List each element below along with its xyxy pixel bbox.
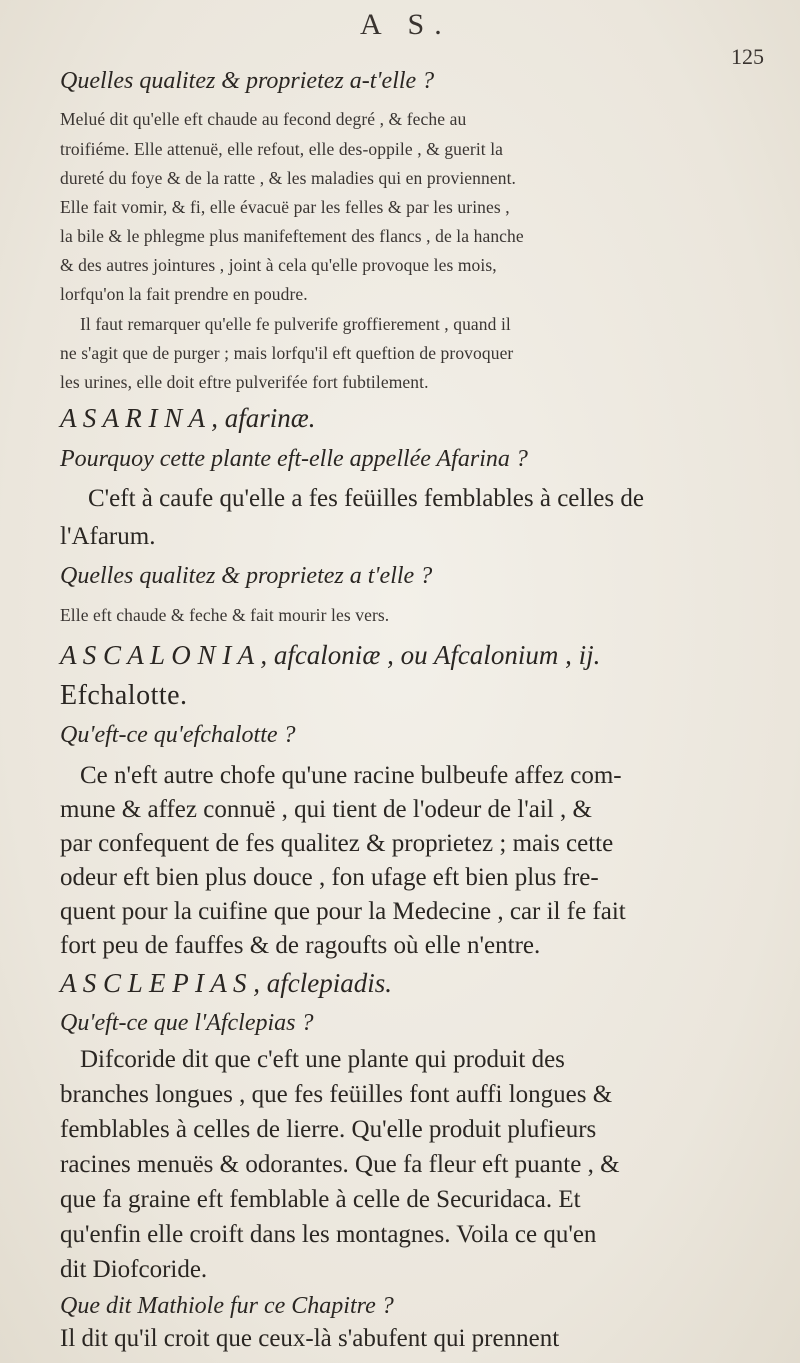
text-line: dureté du foye & de la ratte , & les maladies qui en proviennent. (60, 168, 517, 188)
text-line: lorfqu'on la fait prendre en poudre. (60, 284, 308, 304)
question-heading: Que dit Mathiole fur ce Chapitre ? (60, 1293, 394, 1319)
text-line: femblables à celles de lierre. Qu'elle produit plufieurs (60, 1116, 597, 1143)
text-line: qu'enfin elle croift dans les montagnes. Voila ce qu'en (60, 1221, 597, 1248)
entry-subheading: Efchalotte. (60, 680, 188, 711)
entry-heading: A S C A L O N I A , afcaloniæ , ou Afcalonium , ij. (60, 640, 601, 670)
text-line: la bile & le phlegme plus manifeftement des flancs , de la hanche (60, 226, 524, 246)
text-line: ne s'agit que de purger ; mais lorfqu'il eft queftion de provoquer (60, 343, 514, 363)
entry-heading: A S C L E P I A S , afclepiadis. (60, 968, 393, 998)
text-line: racines menuës & odorantes. Que fa fleur eft puante , & (60, 1151, 620, 1178)
text-line: Elle eft chaude & feche & fait mourir les vers. (60, 605, 390, 625)
page-header (0, 8, 800, 69)
question-heading: Quelles qualitez & proprietez a-t'elle ? (60, 68, 435, 94)
text-line: branches longues , que fes feüilles font auffi longues & (60, 1081, 613, 1108)
entry-heading: A S A R I N A , afarinæ. (60, 403, 316, 433)
question-heading: Pourquoy cette plante eft-elle appellée Afarina ? (60, 446, 528, 472)
text-line: Il dit qu'il croit que ceux-là s'abufent qui prennent (60, 1325, 560, 1352)
question-heading: Qu'eft-ce que l'Afclepias ? (60, 1010, 314, 1036)
text-line: que fa graine eft femblable à celle de Securidaca. Et (60, 1186, 581, 1213)
page-number: 125 (731, 44, 764, 69)
text-line: quent pour la cuifine que pour la Medecine , car il fe fait (60, 898, 626, 925)
text-line: dit Diofcoride. (60, 1256, 208, 1283)
text-line: Il faut remarquer qu'elle fe pulverife groffierement , quand il (80, 314, 511, 334)
text-line: Ce n'eft autre chofe qu'une racine bulbeufe affez com- (80, 762, 622, 789)
text-line: Melué dit qu'elle eft chaude au fecond degré , & feche au (60, 109, 467, 129)
text-line: les urines, elle doit eftre pulverifée fort fubtilement. (60, 372, 429, 392)
text-line: Elle fait vomir, & fi, elle évacuë par les felles & par les urines , (60, 197, 510, 217)
running-head: A S. (360, 8, 452, 41)
text-line: odeur eft bien plus douce , fon ufage eft bien plus fre- (60, 864, 599, 891)
text-line: & des autres jointures , joint à cela qu'elle provoque les mois, (60, 255, 497, 275)
text-line: Difcoride dit que c'eft une plante qui produit des (80, 1046, 565, 1073)
question-heading: Quelles qualitez & proprietez a t'elle ? (60, 563, 433, 589)
text-line: fort peu de fauffes & de ragoufts où elle n'entre. (60, 932, 541, 959)
text-line: l'Afarum. (60, 523, 156, 550)
text-line: par confequent de fes qualitez & proprietez ; mais cette (60, 830, 614, 857)
text-line: mune & affez connuë , qui tient de l'odeur de l'ail , & (60, 796, 592, 823)
text-line: troifiéme. Elle attenuë, elle refout, elle des-oppile , & guerit la (60, 139, 504, 159)
question-heading: Qu'eft-ce qu'efchalotte ? (60, 722, 296, 748)
text-line: C'eft à caufe qu'elle a fes feüilles femblables à celles de (88, 485, 644, 512)
